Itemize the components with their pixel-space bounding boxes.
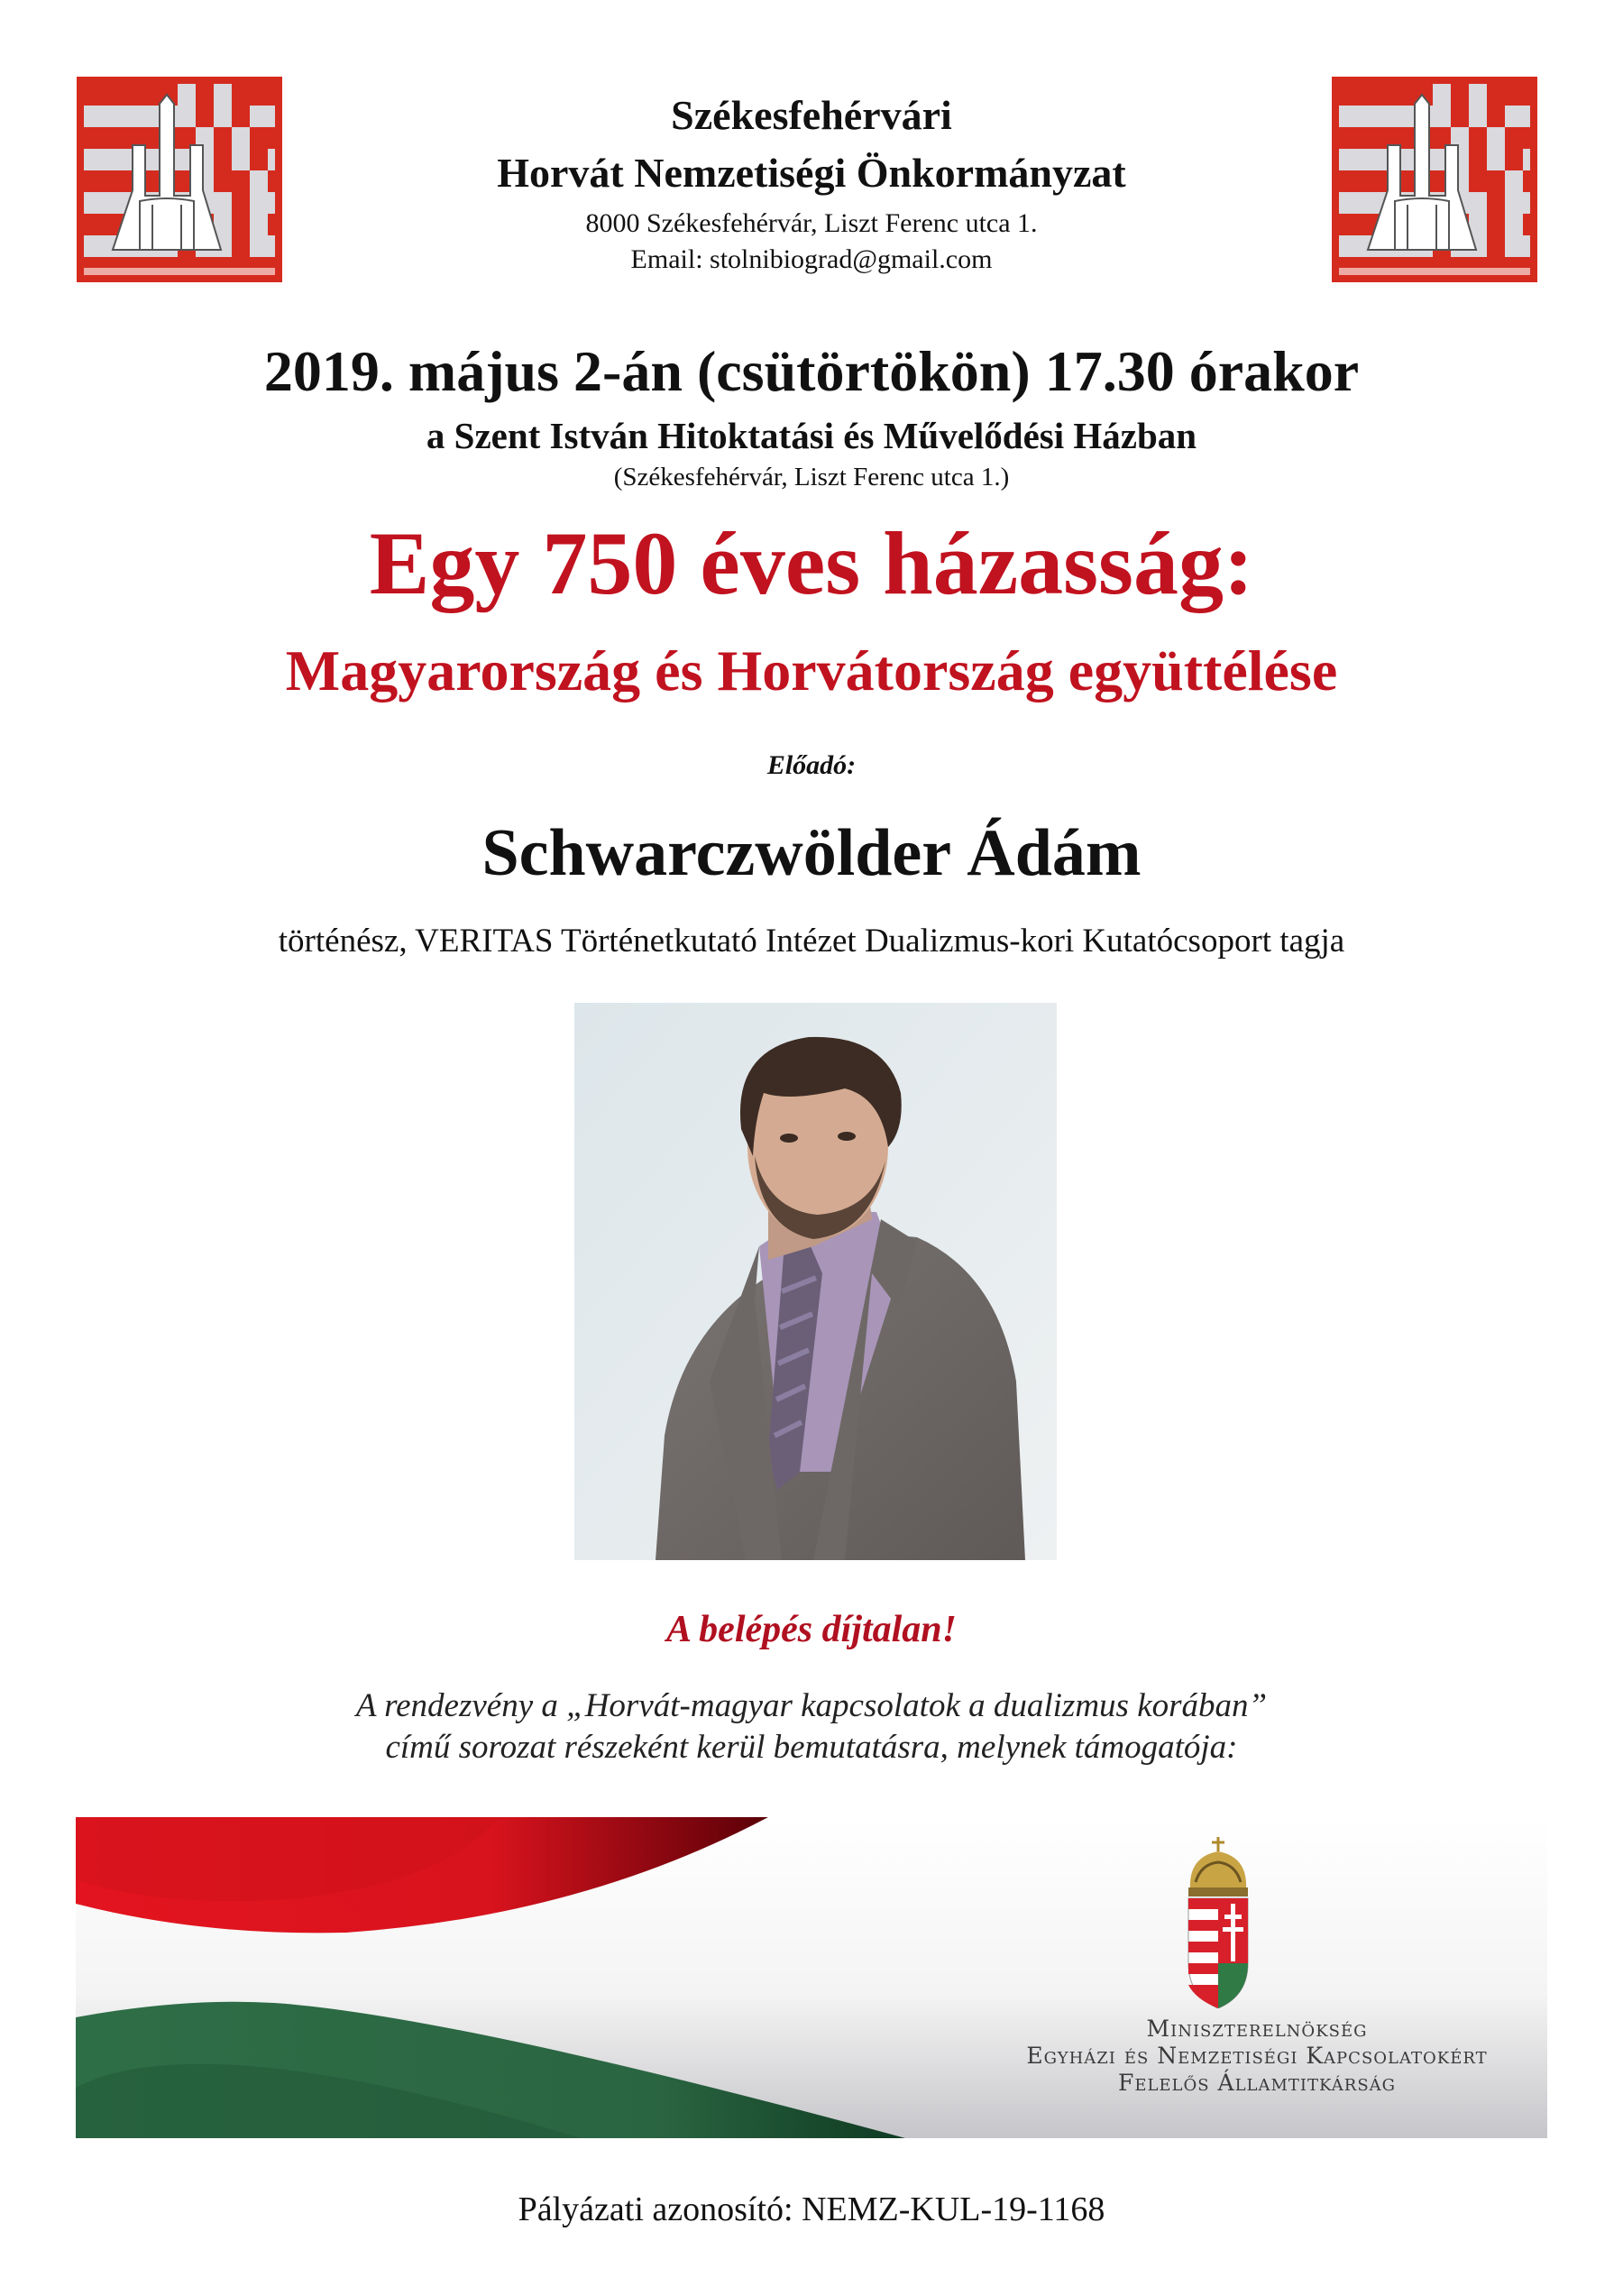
speaker-portrait-image — [574, 1003, 1057, 1560]
grant-identifier: Pályázati azonosító: NEMZ-KUL-19-1168 — [518, 2190, 1105, 2228]
hungarian-coat-of-arms-icon — [1183, 1837, 1253, 2008]
series-info-line-1: A rendezvény a „Horvát-magyar kapcsolatok a dualizmus korában” — [355, 1687, 1268, 1724]
ministry-name-line-1: Miniszterelnökség — [1146, 2016, 1368, 2042]
sponsor-banner — [76, 1817, 1547, 2138]
series-info-line-2: című sorozat részeként kerül bemutatásra, melynek támogatója: — [385, 1729, 1238, 1766]
speaker-name: Schwarczwölder Ádám — [481, 816, 1142, 890]
speaker-photo — [574, 1003, 1057, 1560]
event-venue-address: (Székesfehérvár, Liszt Ferenc utca 1.) — [613, 463, 1010, 491]
org-name-line-2: Horvát Nemzetiségi Önkormányzat — [497, 150, 1126, 196]
event-venue: a Szent István Hitoktatási és Művelődési Házban — [426, 415, 1197, 456]
speaker-description: történész, VERITAS Történetkutató Intézet Dualizmus-kori Kutatócsoport tagja — [278, 923, 1345, 960]
speaker-label: Előadó: — [766, 750, 857, 780]
org-email: Email: stolnibiograd@gmail.com — [630, 244, 993, 274]
ministry-name-line-2: Egyházi és Nemzetiségi Kapcsolatokért — [1026, 2043, 1488, 2069]
event-date-time: 2019. május 2-án (csütörtökön) 17.30 órakor — [263, 339, 1360, 403]
org-name-line-1: Székesfehérvári — [671, 92, 952, 138]
ministry-name-line-3: Felelős Államtitkárság — [1117, 2070, 1397, 2096]
free-entry-notice: A belépés díjtalan! — [665, 1609, 957, 1650]
org-address: 8000 Székesfehérvár, Liszt Ferenc utca 1. — [585, 208, 1038, 238]
lecture-title: Egy 750 éves házasság: — [369, 513, 1254, 613]
lecture-subtitle: Magyarország és Horvátország együttélése — [285, 638, 1338, 703]
